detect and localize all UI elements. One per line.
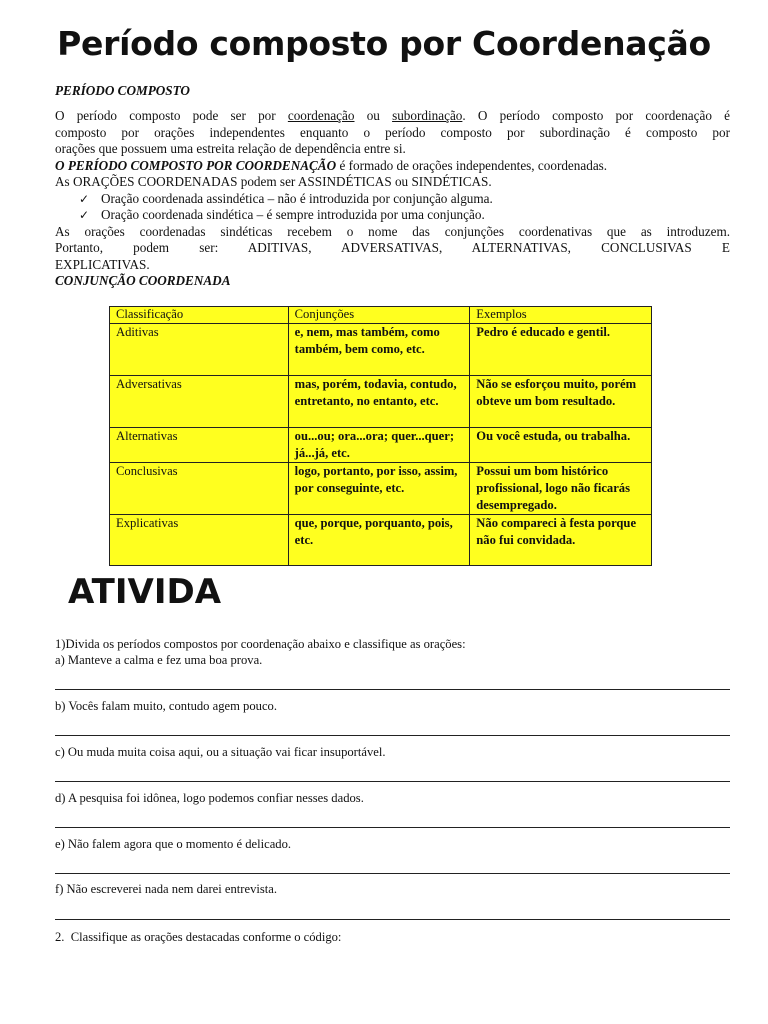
answer-line-a[interactable] bbox=[55, 689, 730, 690]
answer-line-b[interactable] bbox=[55, 735, 730, 736]
header-conjuncoes: Conjunções bbox=[288, 307, 470, 324]
checkmark-icon: ✓ bbox=[79, 191, 90, 206]
table-row bbox=[110, 324, 652, 376]
bullet-text: Oração coordenada sindética – é sempre introduzida por uma conjunção. bbox=[101, 207, 485, 222]
checkmark-icon: ✓ bbox=[79, 208, 90, 222]
table-row bbox=[110, 428, 652, 463]
intro-line-1 bbox=[55, 108, 730, 125]
sindeticas-line-1: As orações coordenadas sindéticas recebem o nome das conjunções coordenativas que as introduzem. bbox=[55, 223, 730, 239]
cell-conjuncoes: e, nem, mas também, como também, bem como, etc. bbox=[288, 324, 470, 376]
question-1-title: 1)Divida os períodos compostos por coordenação abaixo e classifique as orações: bbox=[55, 637, 466, 651]
cell-conjuncoes: que, porque, porquanto, pois, etc. bbox=[288, 515, 470, 566]
cell-conjuncoes: logo, portanto, por isso, assim, por conseguinte, etc. bbox=[288, 463, 470, 515]
cell-classificacao: Aditivas bbox=[110, 324, 289, 376]
section-heading-periodo-composto: PERÍODO COMPOSTO bbox=[55, 83, 190, 98]
text-segment: O período composto pode ser por bbox=[55, 108, 288, 123]
term-coordenacao: coordenação bbox=[287, 108, 355, 123]
activity-heading: ATIVIDA bbox=[68, 572, 222, 612]
cell-exemplo: Não compareci à festa porque não fui convidada. bbox=[470, 515, 652, 566]
cell-exemplo: Pedro é educado e gentil. bbox=[470, 324, 652, 376]
cell-classificacao: Adversativas bbox=[110, 376, 289, 428]
question-item-d: d) A pesquisa foi idônea, logo podemos confiar nesses dados. bbox=[55, 791, 364, 805]
page-title: Período composto por Coordenação bbox=[57, 24, 711, 63]
bullet-assindetica bbox=[55, 191, 730, 208]
cell-exemplo: Não se esforçou muito, porém obteve um bom resultado. bbox=[470, 376, 652, 428]
question-2 bbox=[55, 930, 341, 945]
definition-line bbox=[55, 158, 730, 175]
cell-classificacao: Conclusivas bbox=[110, 463, 289, 515]
answer-line-d[interactable] bbox=[55, 827, 730, 828]
answer-line-e[interactable] bbox=[55, 873, 730, 874]
question-item-e: e) Não falem agora que o momento é delicado. bbox=[55, 837, 292, 851]
table-row bbox=[110, 515, 652, 566]
bullet-text: Oração coordenada assindética – não é introduzida por conjunção alguma. bbox=[101, 190, 493, 206]
intro-line-2: composto por orações independentes enquanto o período composto por subordinação é composto por bbox=[55, 124, 730, 140]
intro-paragraph bbox=[55, 108, 730, 290]
text-segment: ou bbox=[354, 108, 393, 123]
conjunctions-table bbox=[109, 306, 652, 566]
definition-text: é formado de orações independentes, coordenadas. bbox=[336, 157, 608, 173]
text-segment: . O período composto por coordenação é bbox=[462, 108, 731, 123]
sindeticas-line-2: Portanto, podem ser: ADITIVAS, ADVERSATIVAS, ALTERNATIVAS, CONCLUSIVAS E bbox=[55, 240, 730, 255]
table-header-row bbox=[110, 307, 652, 324]
bullet-sindetica bbox=[55, 207, 730, 224]
question-2-number: 2. bbox=[55, 930, 65, 944]
cell-exemplo: Possui um bom histórico profissional, logo não ficarás desempregado. bbox=[470, 463, 652, 515]
question-item-a: a) Manteve a calma e fez uma boa prova. bbox=[55, 653, 263, 667]
question-item-f: f) Não escreverei nada nem darei entrevista. bbox=[55, 882, 278, 896]
table-row bbox=[110, 376, 652, 428]
types-line: As ORAÇÕES COORDENADAS podem ser ASSINDÉTICAS ou SINDÉTICAS. bbox=[55, 174, 492, 189]
cell-exemplo: Ou você estuda, ou trabalha. bbox=[470, 428, 652, 463]
intro-line-3: orações que possuem uma estreita relação de dependência entre si. bbox=[55, 141, 406, 156]
definition-term: O PERÍODO COMPOSTO POR COORDENAÇÃO bbox=[55, 157, 337, 173]
question-item-b: b) Vocês falam muito, contudo agem pouco. bbox=[55, 699, 277, 713]
sindeticas-line-3: EXPLICATIVAS. bbox=[55, 256, 150, 272]
cell-classificacao: Explicativas bbox=[110, 515, 289, 566]
cell-conjuncoes: ou...ou; ora...ora; quer...quer; já...já, etc. bbox=[288, 428, 470, 463]
question-item-c: c) Ou muda muita coisa aqui, ou a situação vai ficar insuportável. bbox=[55, 745, 386, 759]
answer-line-f[interactable] bbox=[55, 919, 730, 920]
header-classificacao: Classificação bbox=[110, 307, 289, 324]
question-2-text: Classifique as orações destacadas conforme o código: bbox=[70, 930, 342, 944]
term-subordinacao: subordinação bbox=[392, 108, 463, 123]
answer-line-c[interactable] bbox=[55, 781, 730, 782]
table-row bbox=[110, 463, 652, 515]
cell-classificacao: Alternativas bbox=[110, 428, 289, 463]
cell-conjuncoes: mas, porém, todavia, contudo, entretanto, no entanto, etc. bbox=[288, 376, 470, 428]
table-heading: CONJUNÇÃO COORDENADA bbox=[55, 273, 231, 288]
header-exemplos: Exemplos bbox=[470, 307, 652, 324]
